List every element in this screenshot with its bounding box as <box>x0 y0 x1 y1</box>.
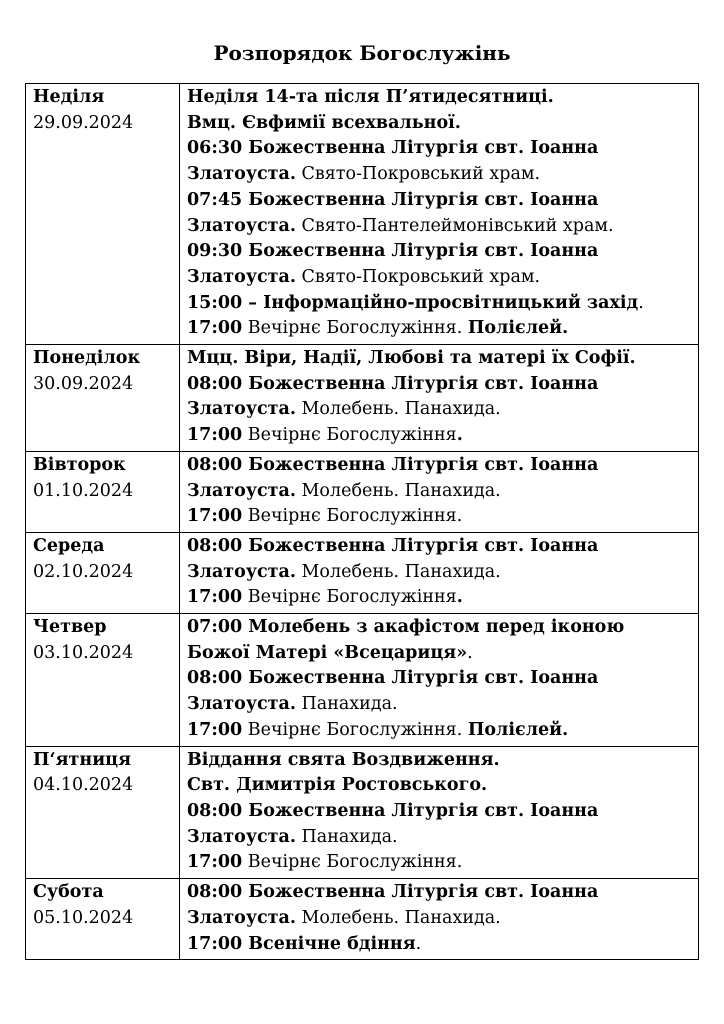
day-date: 05.10.2024 <box>33 907 134 928</box>
service-text: . <box>456 587 463 608</box>
service-line <box>187 932 692 958</box>
service-line <box>187 666 692 692</box>
service-text: 17:00 <box>187 587 243 608</box>
service-text: Вечірнє Богослужіння. <box>242 852 463 873</box>
day-name: Четвер <box>33 617 107 638</box>
service-text: Златоуста. <box>187 907 296 928</box>
service-text: 15:00 – Інформаційно-просвітницький захід <box>187 292 639 313</box>
service-line <box>187 397 692 423</box>
service-text: Молебень. Панахида. <box>295 480 501 501</box>
day-name: Понеділок <box>33 348 141 369</box>
day-cell <box>26 345 180 452</box>
day-cell <box>26 746 180 879</box>
service-text: Златоуста. <box>187 215 296 236</box>
service-line <box>187 188 692 214</box>
service-line <box>187 85 692 111</box>
service-text: Полієлей. <box>467 318 569 339</box>
day-date: 02.10.2024 <box>33 561 134 582</box>
day-cell <box>26 84 180 345</box>
service-text: Златоуста. <box>187 164 296 185</box>
service-line <box>187 214 692 240</box>
service-line <box>187 850 692 876</box>
service-text: Неділя 14-та після П’ятидесятниці. <box>187 87 554 107</box>
service-text: Вмц. Євфимії всехвальної. <box>187 112 461 133</box>
service-text: Мцц. Віри, Надії, Любові та матері їх Софії. <box>187 348 636 369</box>
services-cell <box>180 614 699 747</box>
service-text: Божої Матері «Всецариця» <box>187 642 468 663</box>
service-line <box>187 504 692 530</box>
schedule-row <box>26 614 699 747</box>
services-cell <box>180 451 699 532</box>
service-text: 17:00 <box>187 852 243 873</box>
service-text: Панахида. <box>295 826 398 847</box>
schedule-row <box>26 84 699 345</box>
service-line <box>187 291 692 317</box>
service-line <box>187 479 692 505</box>
service-line <box>187 641 692 667</box>
service-text: Молебень. Панахида. <box>295 399 501 420</box>
day-name: Неділя <box>33 87 105 107</box>
day-cell <box>26 879 180 960</box>
day-name: Субота <box>33 882 104 903</box>
service-line <box>187 346 692 372</box>
service-line <box>187 615 692 641</box>
service-text: Златоуста. <box>187 266 296 287</box>
day-date: 03.10.2024 <box>33 642 134 663</box>
service-line <box>187 692 692 718</box>
schedule-row <box>26 532 699 613</box>
service-text: 17:00 <box>187 719 243 740</box>
day-name: Середа <box>33 535 105 556</box>
service-text: Вечірнє Богослужіння. <box>242 318 468 339</box>
service-line <box>187 239 692 265</box>
schedule-row <box>26 451 699 532</box>
service-text: 09:30 Божественна Літургія свт. Іоанна <box>187 241 599 262</box>
service-text: 17:00 <box>187 506 243 527</box>
page-title: Розпорядок Богослужінь <box>213 41 511 65</box>
day-date: 30.09.2024 <box>33 373 134 394</box>
schedule-row <box>26 345 699 452</box>
service-text: 17:00 <box>187 318 243 339</box>
day-cell <box>26 614 180 747</box>
day-date: 04.10.2024 <box>33 775 134 796</box>
service-line <box>187 748 692 774</box>
service-text: 08:00 Божественна Літургія свт. Іоанна <box>187 373 599 394</box>
service-text: Златоуста. <box>187 561 296 582</box>
service-text: . <box>415 933 422 954</box>
service-text: 08:00 Божественна Літургія свт. Іоанна <box>187 454 599 475</box>
services-cell <box>180 879 699 960</box>
service-text: . <box>456 425 463 446</box>
service-text: 08:00 Божественна Літургія свт. Іоанна <box>187 800 599 821</box>
service-line <box>187 372 692 398</box>
service-text: 08:00 Божественна Літургія свт. Іоанна <box>187 535 599 556</box>
service-text: Полієлей. <box>467 719 569 740</box>
service-text: Панахида. <box>295 694 398 715</box>
day-name: Вівторок <box>33 454 126 475</box>
service-line <box>187 560 692 586</box>
service-line <box>187 265 692 291</box>
service-text: 07:45 Божественна Літургія свт. Іоанна <box>187 189 599 210</box>
service-line <box>187 534 692 560</box>
services-cell <box>180 84 699 345</box>
service-line <box>187 799 692 825</box>
service-line <box>187 316 692 342</box>
service-text: 17:00 <box>187 425 243 446</box>
services-cell <box>180 532 699 613</box>
service-text: Свт. Димитрія Ростовського. <box>187 775 488 796</box>
service-text: Златоуста. <box>187 480 296 501</box>
schedule-body <box>26 84 699 960</box>
service-text: Свято-Пантелеймонівський храм. <box>295 215 614 236</box>
service-line <box>187 585 692 611</box>
service-text: 08:00 Божественна Літургія свт. Іоанна <box>187 882 599 903</box>
service-text: 06:30 Божественна Літургія свт. Іоанна <box>187 138 599 159</box>
service-line <box>187 880 692 906</box>
schedule-row <box>26 879 699 960</box>
service-line <box>187 718 692 744</box>
service-line <box>187 453 692 479</box>
service-text: 17:00 Всенічне бдіння <box>187 933 416 954</box>
service-text: Вечірнє Богослужіння <box>242 587 457 608</box>
service-line <box>187 423 692 449</box>
services-cell <box>180 746 699 879</box>
service-text: Молебень. Панахида. <box>295 561 501 582</box>
service-text: 08:00 Божественна Літургія свт. Іоанна <box>187 668 599 689</box>
schedule-table <box>25 83 699 960</box>
service-line <box>187 825 692 851</box>
service-line <box>187 111 692 137</box>
service-text: Вечірнє Богослужіння <box>242 425 457 446</box>
service-text: Молебень. Панахида. <box>295 907 501 928</box>
service-line <box>187 162 692 188</box>
service-text: Вечірнє Богослужіння. <box>242 719 468 740</box>
day-date: 01.10.2024 <box>33 480 134 501</box>
service-text: . <box>467 642 473 663</box>
services-cell <box>180 345 699 452</box>
schedule-row <box>26 746 699 879</box>
service-line <box>187 136 692 162</box>
day-date: 29.09.2024 <box>33 112 134 133</box>
day-cell <box>26 451 180 532</box>
service-text: Златоуста. <box>187 399 296 420</box>
day-cell <box>26 532 180 613</box>
service-text: Свято-Покровський храм. <box>295 164 541 185</box>
service-text: Свято-Покровський храм. <box>295 266 541 287</box>
service-text: 07:00 Молебень з акафістом перед іконою <box>187 617 625 638</box>
service-line <box>187 906 692 932</box>
service-text: Віддання свята Воздвиження. <box>187 749 500 770</box>
service-text: Вечірнє Богослужіння. <box>242 506 463 527</box>
service-text: Златоуста. <box>187 826 296 847</box>
service-text: . <box>638 292 644 313</box>
service-line <box>187 773 692 799</box>
day-name: П‘ятниця <box>33 749 132 770</box>
service-text: Златоуста. <box>187 694 296 715</box>
